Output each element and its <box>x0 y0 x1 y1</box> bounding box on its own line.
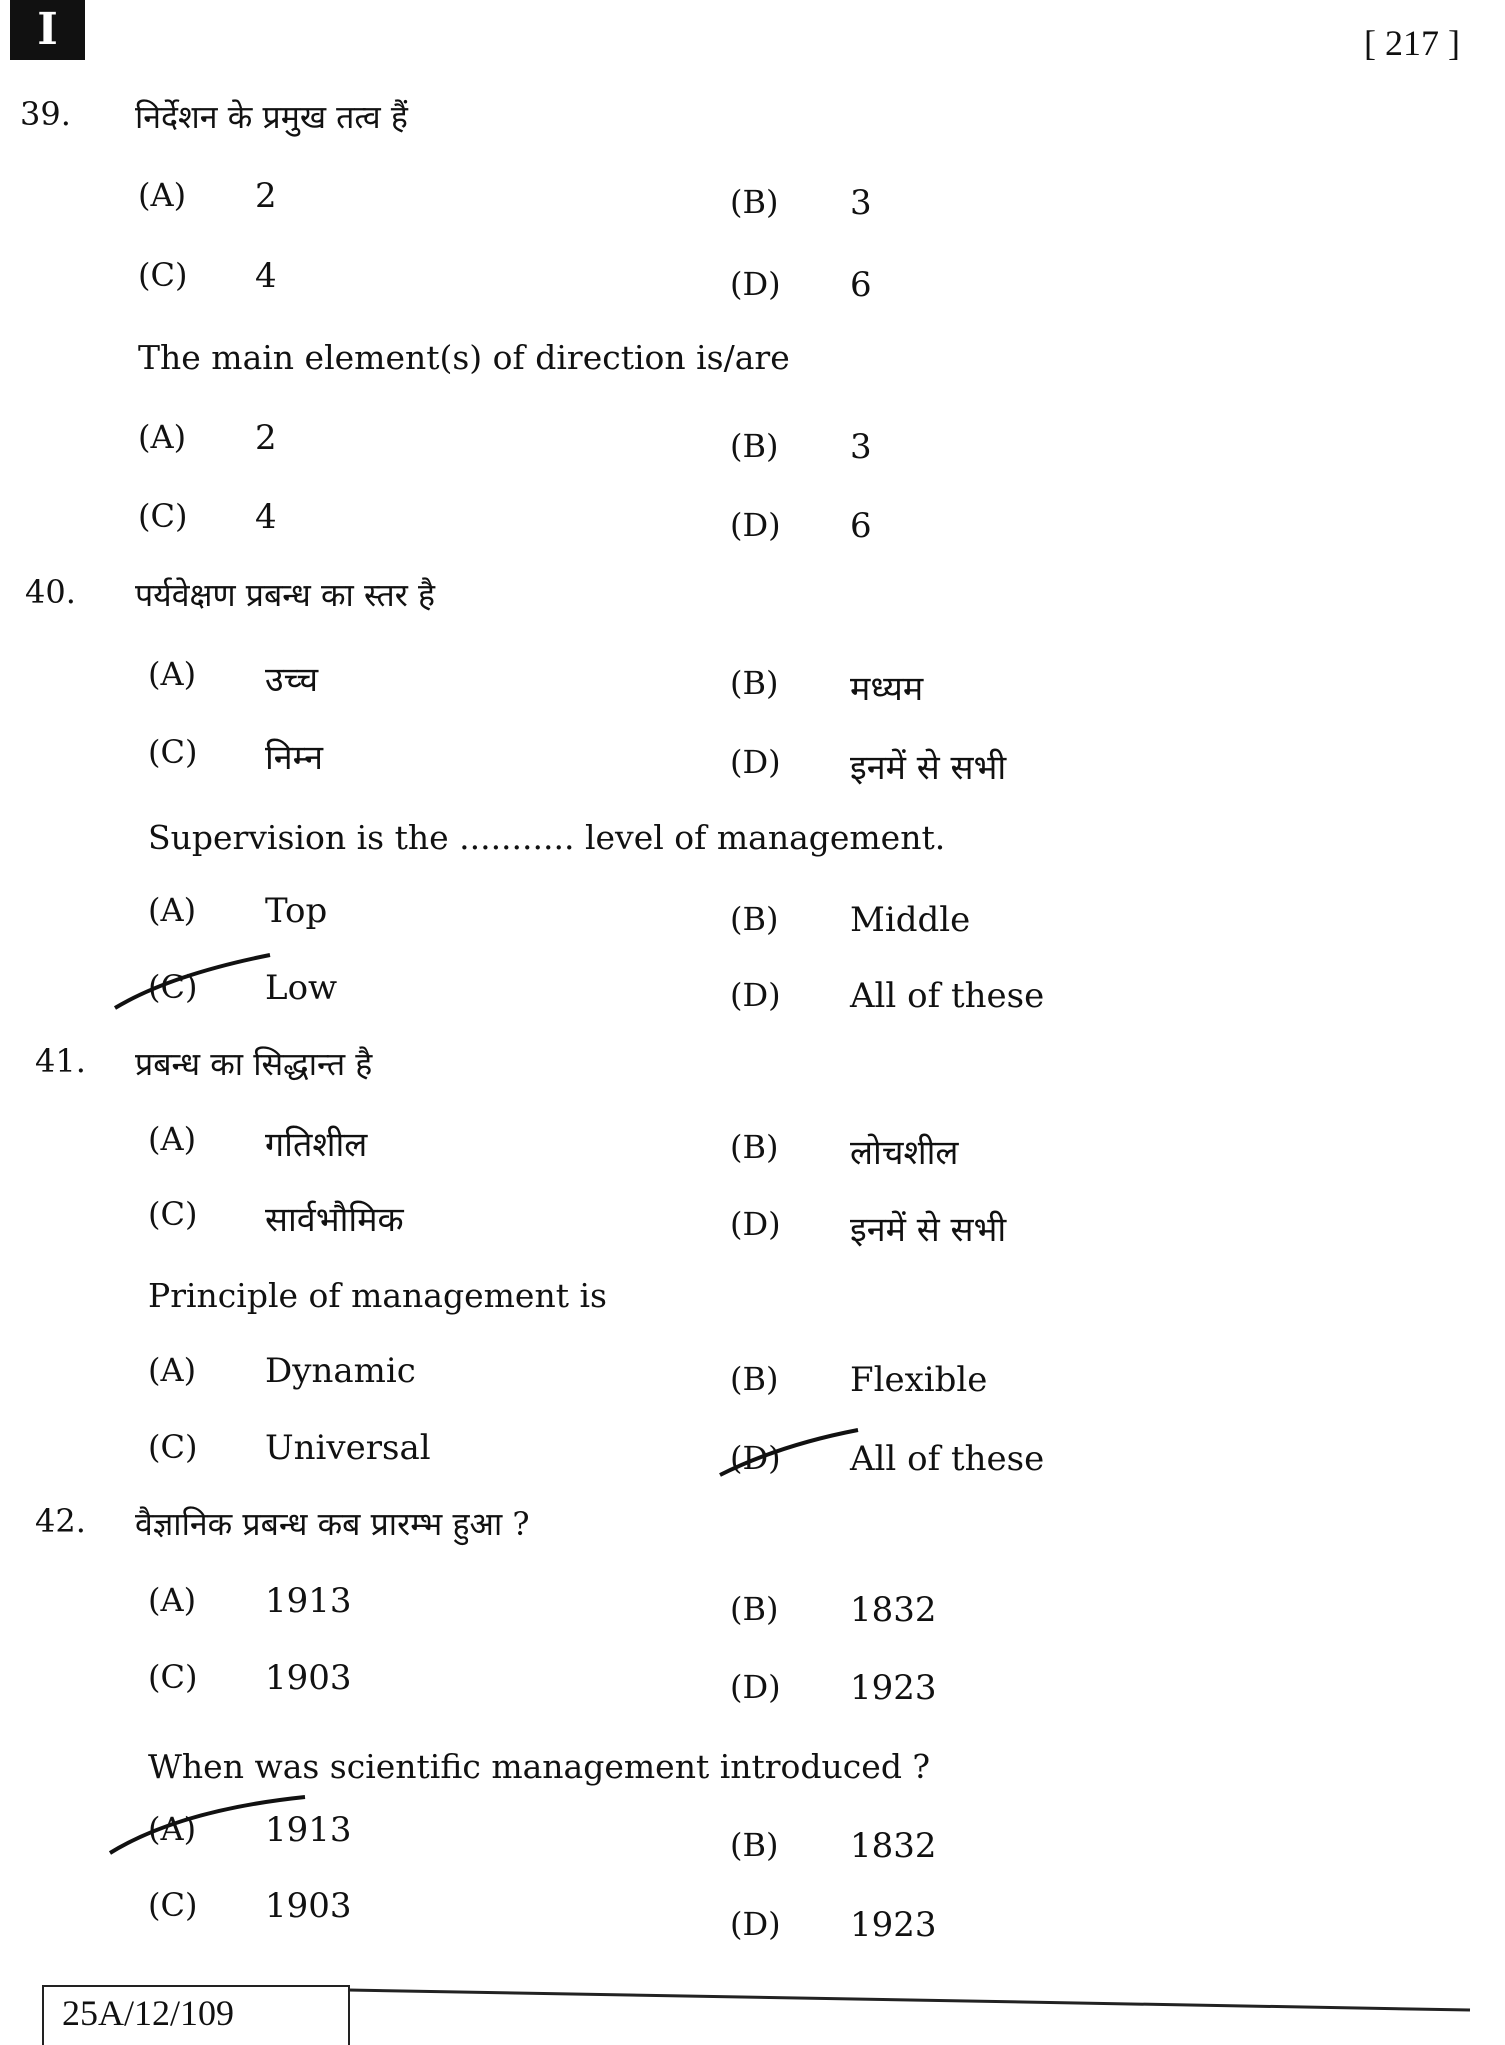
option-label: (A) <box>138 418 187 456</box>
option-value: इनमें से सभी <box>850 1210 1007 1250</box>
option-label: (B) <box>730 900 779 938</box>
question-text-english: Principle of management is <box>148 1276 607 1315</box>
option-value: 1913 <box>265 1581 352 1621</box>
section-marker: I <box>10 0 85 60</box>
option-label: (D) <box>730 976 781 1014</box>
option-label: (C) <box>148 1658 198 1696</box>
option-value: 1923 <box>850 1905 937 1945</box>
option-value: उच्च <box>265 660 319 700</box>
option-value: 3 <box>850 427 872 467</box>
option-value: Low <box>265 968 338 1008</box>
option-value: 2 <box>255 418 277 458</box>
option-value: All of these <box>850 976 1045 1016</box>
option-label: (C) <box>148 733 198 771</box>
option-value: 1832 <box>850 1590 937 1630</box>
option-label: (C) <box>138 256 188 294</box>
option-value: 2 <box>255 176 277 216</box>
option-label: (B) <box>730 183 779 221</box>
question-number: 40. <box>25 573 76 611</box>
option-label: (A) <box>138 176 187 214</box>
option-label: (B) <box>730 1128 779 1166</box>
question-number: 39. <box>20 95 71 133</box>
option-label: (B) <box>730 1360 779 1398</box>
question-text-english: The main element(s) of direction is/are <box>138 338 790 377</box>
option-label: (D) <box>730 1668 781 1706</box>
option-label: (A) <box>148 1581 197 1619</box>
option-value: Top <box>265 891 328 931</box>
footer-rule <box>348 1990 1470 2010</box>
option-label: (B) <box>730 1590 779 1628</box>
option-value: 1832 <box>850 1826 937 1866</box>
question-text-hindi: निर्देशन के प्रमुख तत्व हैं <box>135 98 408 136</box>
option-label: (D) <box>730 265 781 303</box>
option-value: मध्यम <box>850 669 924 709</box>
option-value: 4 <box>255 497 277 537</box>
option-label: (C) <box>148 1195 198 1233</box>
option-value: 1923 <box>850 1668 937 1708</box>
question-text-hindi: प्रबन्ध का सिद्धान्त है <box>135 1045 373 1083</box>
option-label: (D) <box>730 506 781 544</box>
option-label: (D) <box>730 1205 781 1243</box>
question-text-hindi: वैज्ञानिक प्रबन्ध कब प्रारम्भ हुआ ? <box>135 1505 530 1543</box>
option-value: इनमें से सभी <box>850 748 1007 788</box>
option-label: (C) <box>148 968 198 1006</box>
option-label: (A) <box>148 1351 197 1389</box>
option-value: 6 <box>850 265 872 305</box>
option-value: 1903 <box>265 1886 352 1926</box>
option-label: (C) <box>148 1428 198 1466</box>
question-text-hindi: पर्यवेक्षण प्रबन्ध का स्तर है <box>135 576 435 614</box>
option-value: Universal <box>265 1428 431 1468</box>
option-label: (A) <box>148 1120 197 1158</box>
option-value: सार्वभौमिक <box>265 1200 404 1240</box>
option-value: गतिशील <box>265 1125 368 1165</box>
question-number: 42. <box>35 1502 86 1540</box>
option-label: (A) <box>148 891 197 929</box>
option-value: निम्न <box>265 738 324 778</box>
question-text-english: When was scientific management introduced ? <box>148 1747 931 1786</box>
option-label: (D) <box>730 743 781 781</box>
option-value: Middle <box>850 900 971 940</box>
option-label: (C) <box>148 1886 198 1924</box>
option-label: (A) <box>148 1810 197 1848</box>
option-label: (A) <box>148 655 197 693</box>
question-number: 41. <box>35 1042 86 1080</box>
option-label: (B) <box>730 427 779 465</box>
option-value: 4 <box>255 256 277 296</box>
option-value: 3 <box>850 183 872 223</box>
option-label: (D) <box>730 1905 781 1943</box>
option-value: 6 <box>850 506 872 546</box>
option-value: लोचशील <box>850 1133 959 1173</box>
option-value: All of these <box>850 1439 1045 1479</box>
option-label: (C) <box>138 497 188 535</box>
page-number: [ 217 ] <box>1364 23 1460 63</box>
option-label: (D) <box>730 1439 781 1477</box>
option-value: Flexible <box>850 1360 988 1400</box>
option-label: (B) <box>730 664 779 702</box>
option-value: 1903 <box>265 1658 352 1698</box>
question-text-english: Supervision is the ........... level of management. <box>148 818 946 857</box>
option-value: Dynamic <box>265 1351 416 1391</box>
option-value: 1913 <box>265 1810 352 1850</box>
paper-code: 25A/12/109 <box>42 1985 350 2045</box>
option-label: (B) <box>730 1826 779 1864</box>
